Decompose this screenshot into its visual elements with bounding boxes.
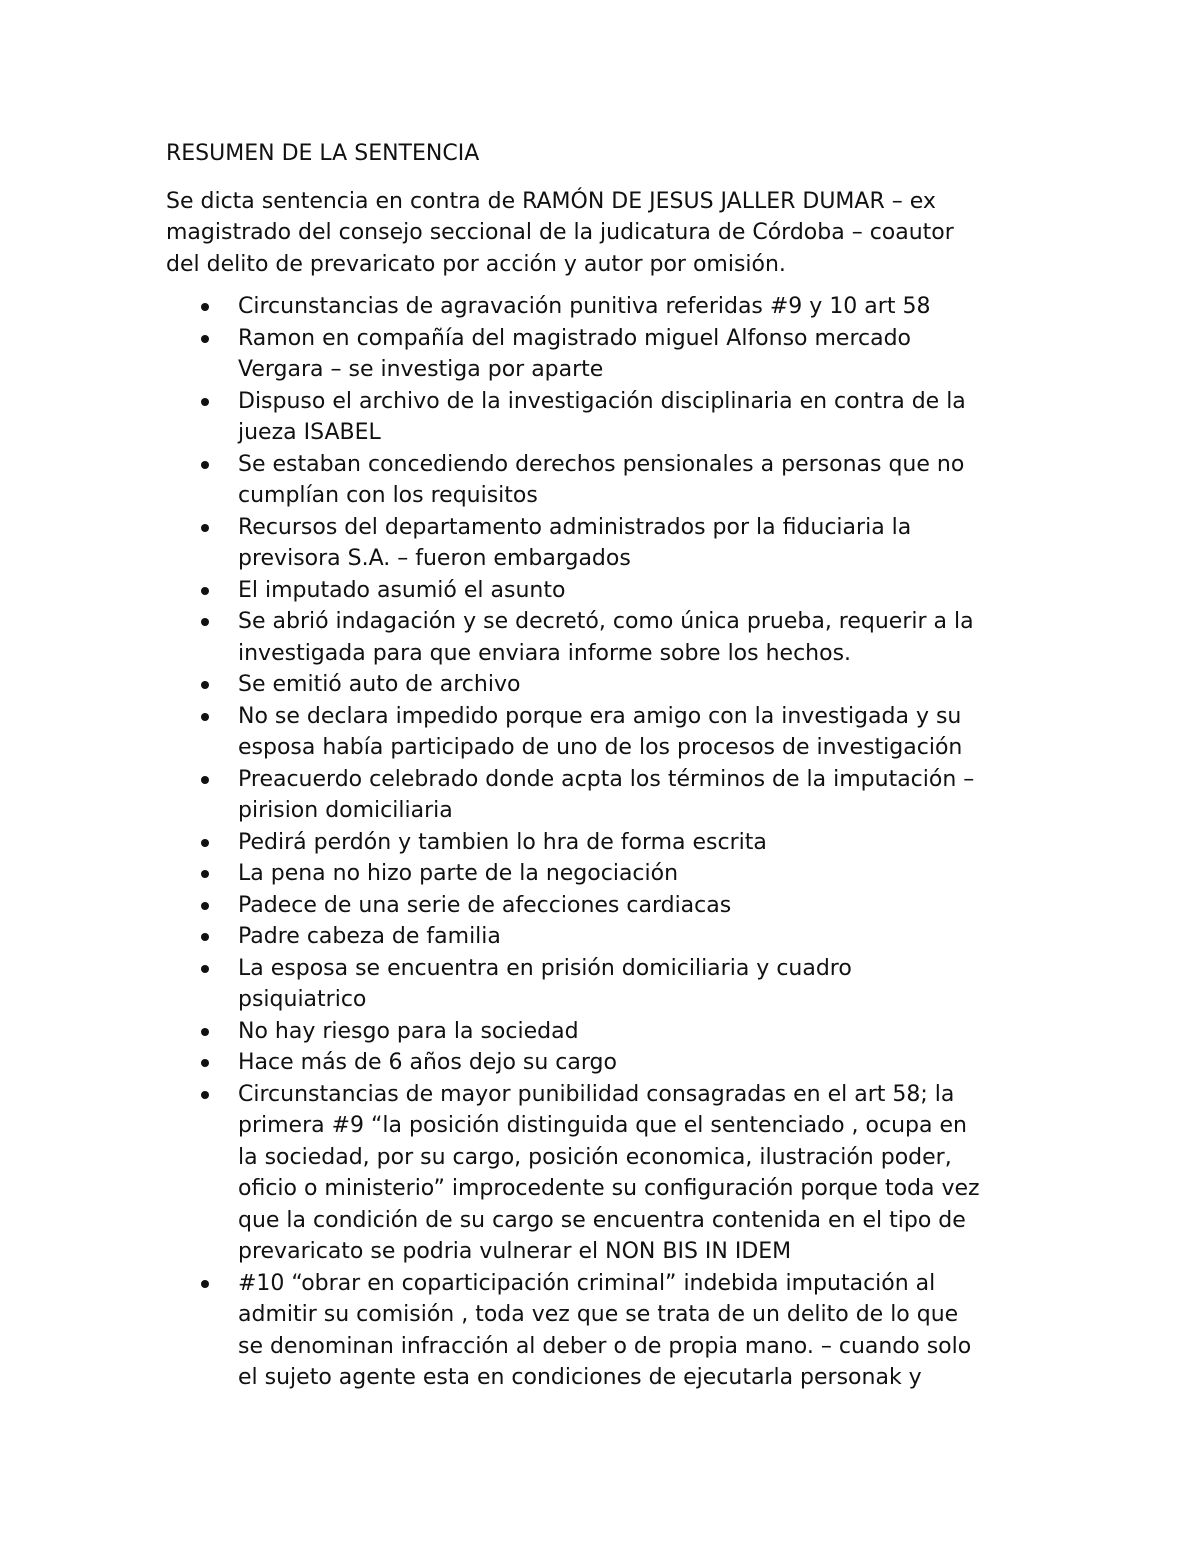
bullet-icon xyxy=(201,713,209,721)
list-item-text: oficio o ministerio” improcedente su configuración porque toda vez xyxy=(238,1176,980,1201)
list-item-text: Padre cabeza de familia xyxy=(238,924,501,949)
list-item xyxy=(166,1047,1046,1079)
bullet-icon xyxy=(201,398,209,406)
bullet-icon xyxy=(201,335,209,343)
bullet-icon xyxy=(201,933,209,941)
bullet-icon xyxy=(201,1091,209,1099)
list-item-text: Preacuerdo celebrado donde acpta los términos de la imputación – xyxy=(238,766,975,792)
list-item-text: Recursos del departamento administrados por la fiduciaria la xyxy=(238,514,912,540)
list-item-text: admitir su comisión , toda vez que se trata de un delito de lo que xyxy=(238,1302,959,1327)
document-body xyxy=(166,138,1046,1394)
list-item-text: Vergara – se investiga por aparte xyxy=(238,357,604,382)
list-item-text: se denominan infracción al deber o de propia mano. – cuando solo xyxy=(238,1333,972,1359)
bullet-icon xyxy=(201,1059,209,1067)
list-item-text: Ramon en compañía del magistrado miguel Alfonso mercado xyxy=(238,325,912,351)
bullet-icon xyxy=(201,965,209,973)
bullet-icon xyxy=(201,870,209,878)
list-item-text: El imputado asumió el asunto xyxy=(238,577,566,603)
list-item xyxy=(166,1268,1046,1394)
list-item-text: primera #9 “la posición distinguida que el sentenciado , ocupa en xyxy=(238,1113,967,1138)
list-item-text: Se estaban concediendo derechos pensionales a personas que no xyxy=(238,451,965,477)
list-item-text: Hace más de 6 años dejo su cargo xyxy=(238,1050,617,1075)
list-item xyxy=(166,764,1046,827)
list-item xyxy=(166,606,1046,669)
list-item-text: Se emitió auto de archivo xyxy=(238,672,521,697)
list-item-text: No se declara impedido porque era amigo con la investigada y su xyxy=(238,703,962,729)
list-item xyxy=(166,701,1046,764)
bullet-icon xyxy=(201,681,209,689)
list-item-text: La esposa se encuentra en prisión domiciliaria y cuadro xyxy=(238,955,852,981)
list-item-text: Se abrió indagación y se decretó, como única prueba, requerir a la xyxy=(238,609,974,634)
list-item xyxy=(166,323,1046,386)
bullet-icon xyxy=(201,303,209,311)
list-item xyxy=(166,291,1046,323)
list-item-text: esposa había participado de uno de los procesos de investigación xyxy=(238,735,963,760)
list-item xyxy=(166,512,1046,575)
bullet-icon xyxy=(201,587,209,595)
list-item-text: previsora S.A. – fueron embargados xyxy=(238,546,631,571)
list-item xyxy=(166,1079,1046,1268)
bullet-icon xyxy=(201,776,209,784)
list-item-text: No hay riesgo para la sociedad xyxy=(238,1018,579,1044)
list-item xyxy=(166,858,1046,890)
list-item-text: Dispuso el archivo de la investigación disciplinaria en contra de la xyxy=(238,388,966,414)
list-item xyxy=(166,1016,1046,1048)
intro-paragraph xyxy=(166,186,1046,281)
list-item xyxy=(166,669,1046,701)
list-item xyxy=(166,921,1046,953)
list-item-text: #10 “obrar en coparticipación criminal” indebida imputación al xyxy=(238,1270,936,1296)
list-item-text: Padece de una serie de afecciones cardiacas xyxy=(238,892,732,918)
document-title: RESUMEN DE LA SENTENCIA xyxy=(166,141,480,166)
list-item-text: jueza ISABEL xyxy=(238,420,381,445)
bullet-icon xyxy=(201,461,209,469)
list-item xyxy=(166,890,1046,922)
bullet-icon xyxy=(201,839,209,847)
list-item xyxy=(166,449,1046,512)
bullet-icon xyxy=(201,618,209,626)
list-item-text: pirision domiciliaria xyxy=(238,798,453,823)
intro-line: magistrado del consejo seccional de la judicatura de Córdoba – coautor xyxy=(166,220,954,245)
list-item-text: Pedirá perdón y tambien lo hra de forma escrita xyxy=(238,829,767,855)
bullet-icon xyxy=(201,524,209,532)
list-item-text: psiquiatrico xyxy=(238,987,367,1012)
intro-line: Se dicta sentencia en contra de RAMÓN DE JESUS JALLER DUMAR – ex xyxy=(166,188,936,214)
list-item xyxy=(166,953,1046,1016)
list-item-text: La pena no hizo parte de la negociación xyxy=(238,861,679,886)
list-item xyxy=(166,827,1046,859)
bullet-list xyxy=(166,291,1046,1394)
list-item-text: Circunstancias de agravación punitiva referidas #9 y 10 art 58 xyxy=(238,294,931,319)
intro-line: del delito de prevaricato por acción y autor por omisión. xyxy=(166,251,786,277)
list-item xyxy=(166,386,1046,449)
bullet-icon xyxy=(201,1028,209,1036)
list-item-text: el sujeto agente esta en condiciones de ejecutarla personak y xyxy=(238,1365,922,1390)
list-item-text: cumplían con los requisitos xyxy=(238,483,538,508)
bullet-icon xyxy=(201,1280,209,1288)
list-item xyxy=(166,575,1046,607)
list-item-text: prevaricato se podria vulnerar el NON BIS IN IDEM xyxy=(238,1239,792,1264)
bullet-icon xyxy=(201,902,209,910)
list-item-text: Circunstancias de mayor punibilidad consagradas en el art 58; la xyxy=(238,1081,955,1107)
list-item-text: que la condición de su cargo se encuentra contenida en el tipo de xyxy=(238,1207,966,1233)
list-item-text: la sociedad, por su cargo, posición economica, ilustración poder, xyxy=(238,1144,952,1170)
list-item-text: investigada para que enviara informe sobre los hechos. xyxy=(238,640,852,666)
